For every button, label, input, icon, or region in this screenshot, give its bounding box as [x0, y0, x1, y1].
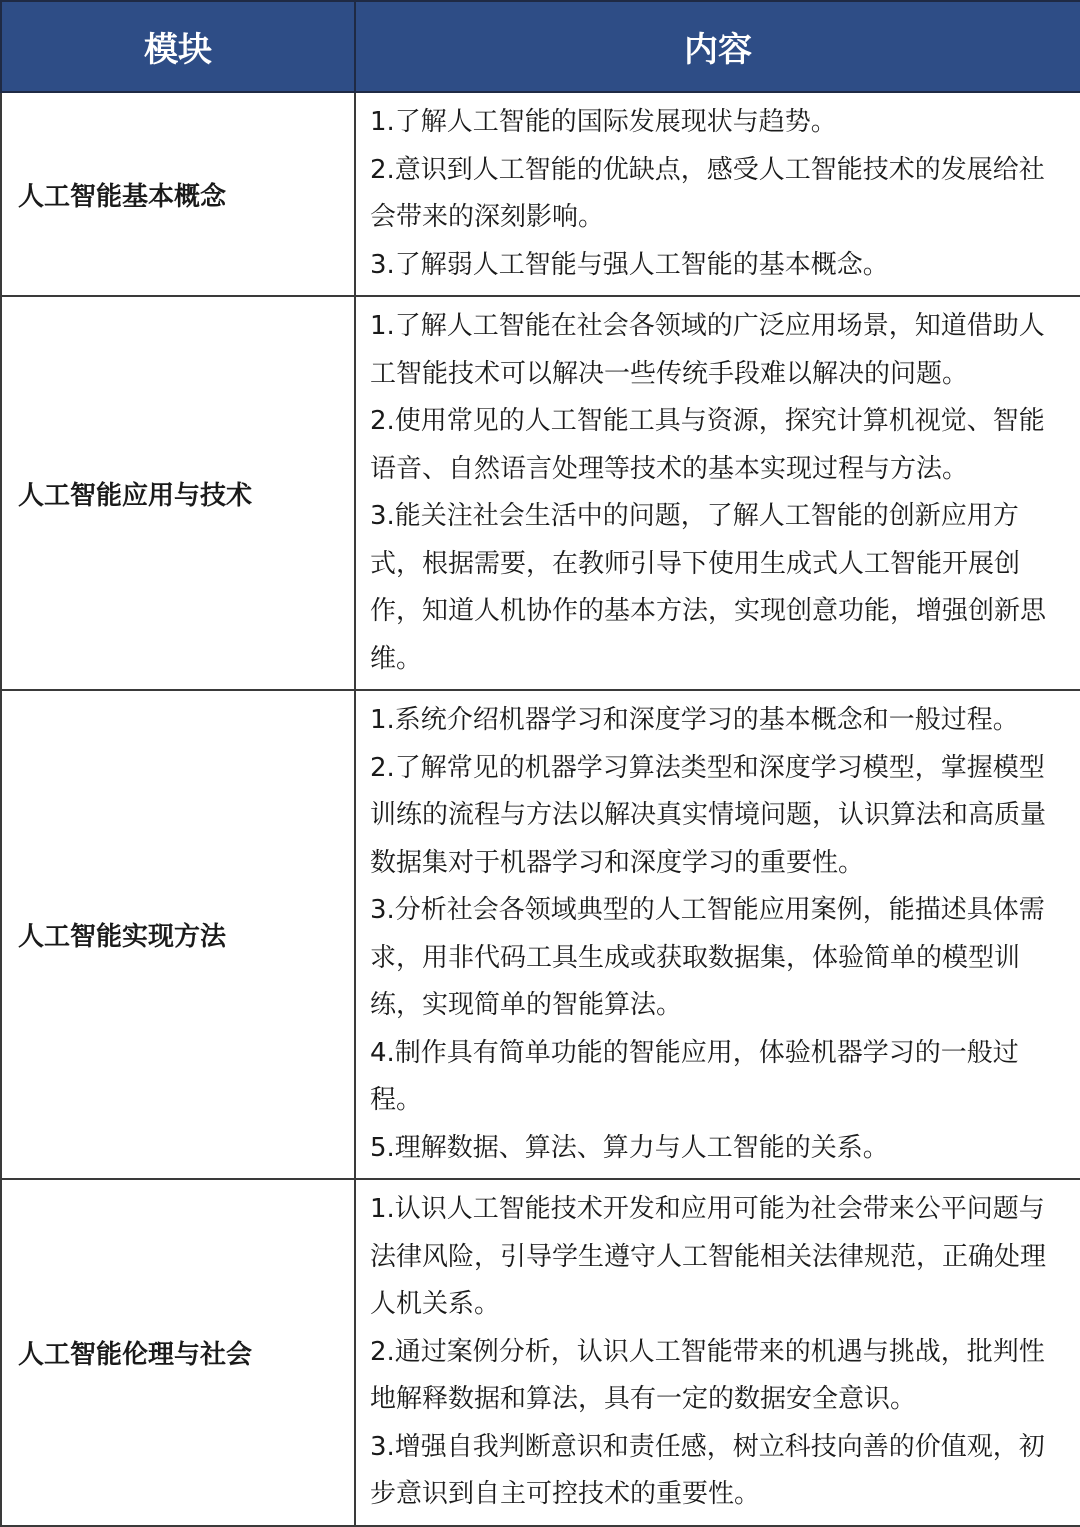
content-item: 5.理解数据、算法、算力与人工智能的关系。	[370, 1132, 889, 1163]
table-row	[1, 296, 1080, 690]
module-cell: 人工智能应用与技术	[1, 296, 355, 690]
content-item: 1.了解人工智能在社会各领域的广泛应用场景，知道借助人工智能技术可以解决一些传统手段难以解决的问题。	[370, 311, 1045, 389]
header-content: 内容	[355, 1, 1080, 92]
content-item: 4.制作具有简单功能的智能应用，体验机器学习的一般过程。	[370, 1037, 1019, 1115]
table-row	[1, 1179, 1080, 1526]
module-cell: 人工智能伦理与社会	[1, 1179, 355, 1526]
content-item: 3.增强自我判断意识和责任感，树立科技向善的价值观，初步意识到自主可控技术的重要性。	[370, 1431, 1045, 1509]
content-cell	[355, 296, 1080, 690]
content-cell	[355, 690, 1080, 1179]
table-header-row	[1, 1, 1080, 92]
content-item: 3.了解弱人工智能与强人工智能的基本概念。	[370, 249, 889, 280]
module-cell: 人工智能基本概念	[1, 92, 355, 296]
content-item: 3.分析社会各领域典型的人工智能应用案例，能描述具体需求，用非代码工具生成或获取数据集，体验简单的模型训练，实现简单的智能算法。	[370, 895, 1045, 1020]
table-row	[1, 92, 1080, 296]
content-cell	[355, 92, 1080, 296]
content-item: 2.意识到人工智能的优缺点，感受人工智能技术的发展给社会带来的深刻影响。	[370, 154, 1045, 232]
content-item: 2.了解常见的机器学习算法类型和深度学习模型，掌握模型训练的流程与方法以解决真实情境问题，认识算法和高质量数据集对于机器学习和深度学习的重要性。	[370, 752, 1047, 878]
module-cell: 人工智能实现方法	[1, 690, 355, 1179]
content-cell	[355, 1179, 1080, 1526]
content-item: 1.系统介绍机器学习和深度学习的基本概念和一般过程。	[370, 705, 1019, 735]
table-row	[1, 690, 1080, 1179]
content-item: 3.能关注社会生活中的问题，了解人工智能的创新应用方式，根据需要，在教师引导下使用生成式人工智能开展创作，知道人机协作的基本方法，实现创意功能，增强创新思维。	[370, 501, 1047, 674]
header-module: 模块	[1, 1, 355, 92]
content-item: 2.通过案例分析，认识人工智能带来的机遇与挑战，批判性地解释数据和算法，具有一定的数据安全意识。	[370, 1336, 1045, 1414]
content-item: 1.了解人工智能的国际发展现状与趋势。	[370, 107, 837, 137]
content-item: 2.使用常见的人工智能工具与资源，探究计算机视觉、智能语音、自然语言处理等技术的基本实现过程与方法。	[370, 406, 1045, 484]
content-item: 1.认识人工智能技术开发和应用可能为社会带来公平问题与法律风险，引导学生遵守人工智能相关法律规范，正确处理人机关系。	[370, 1194, 1047, 1319]
